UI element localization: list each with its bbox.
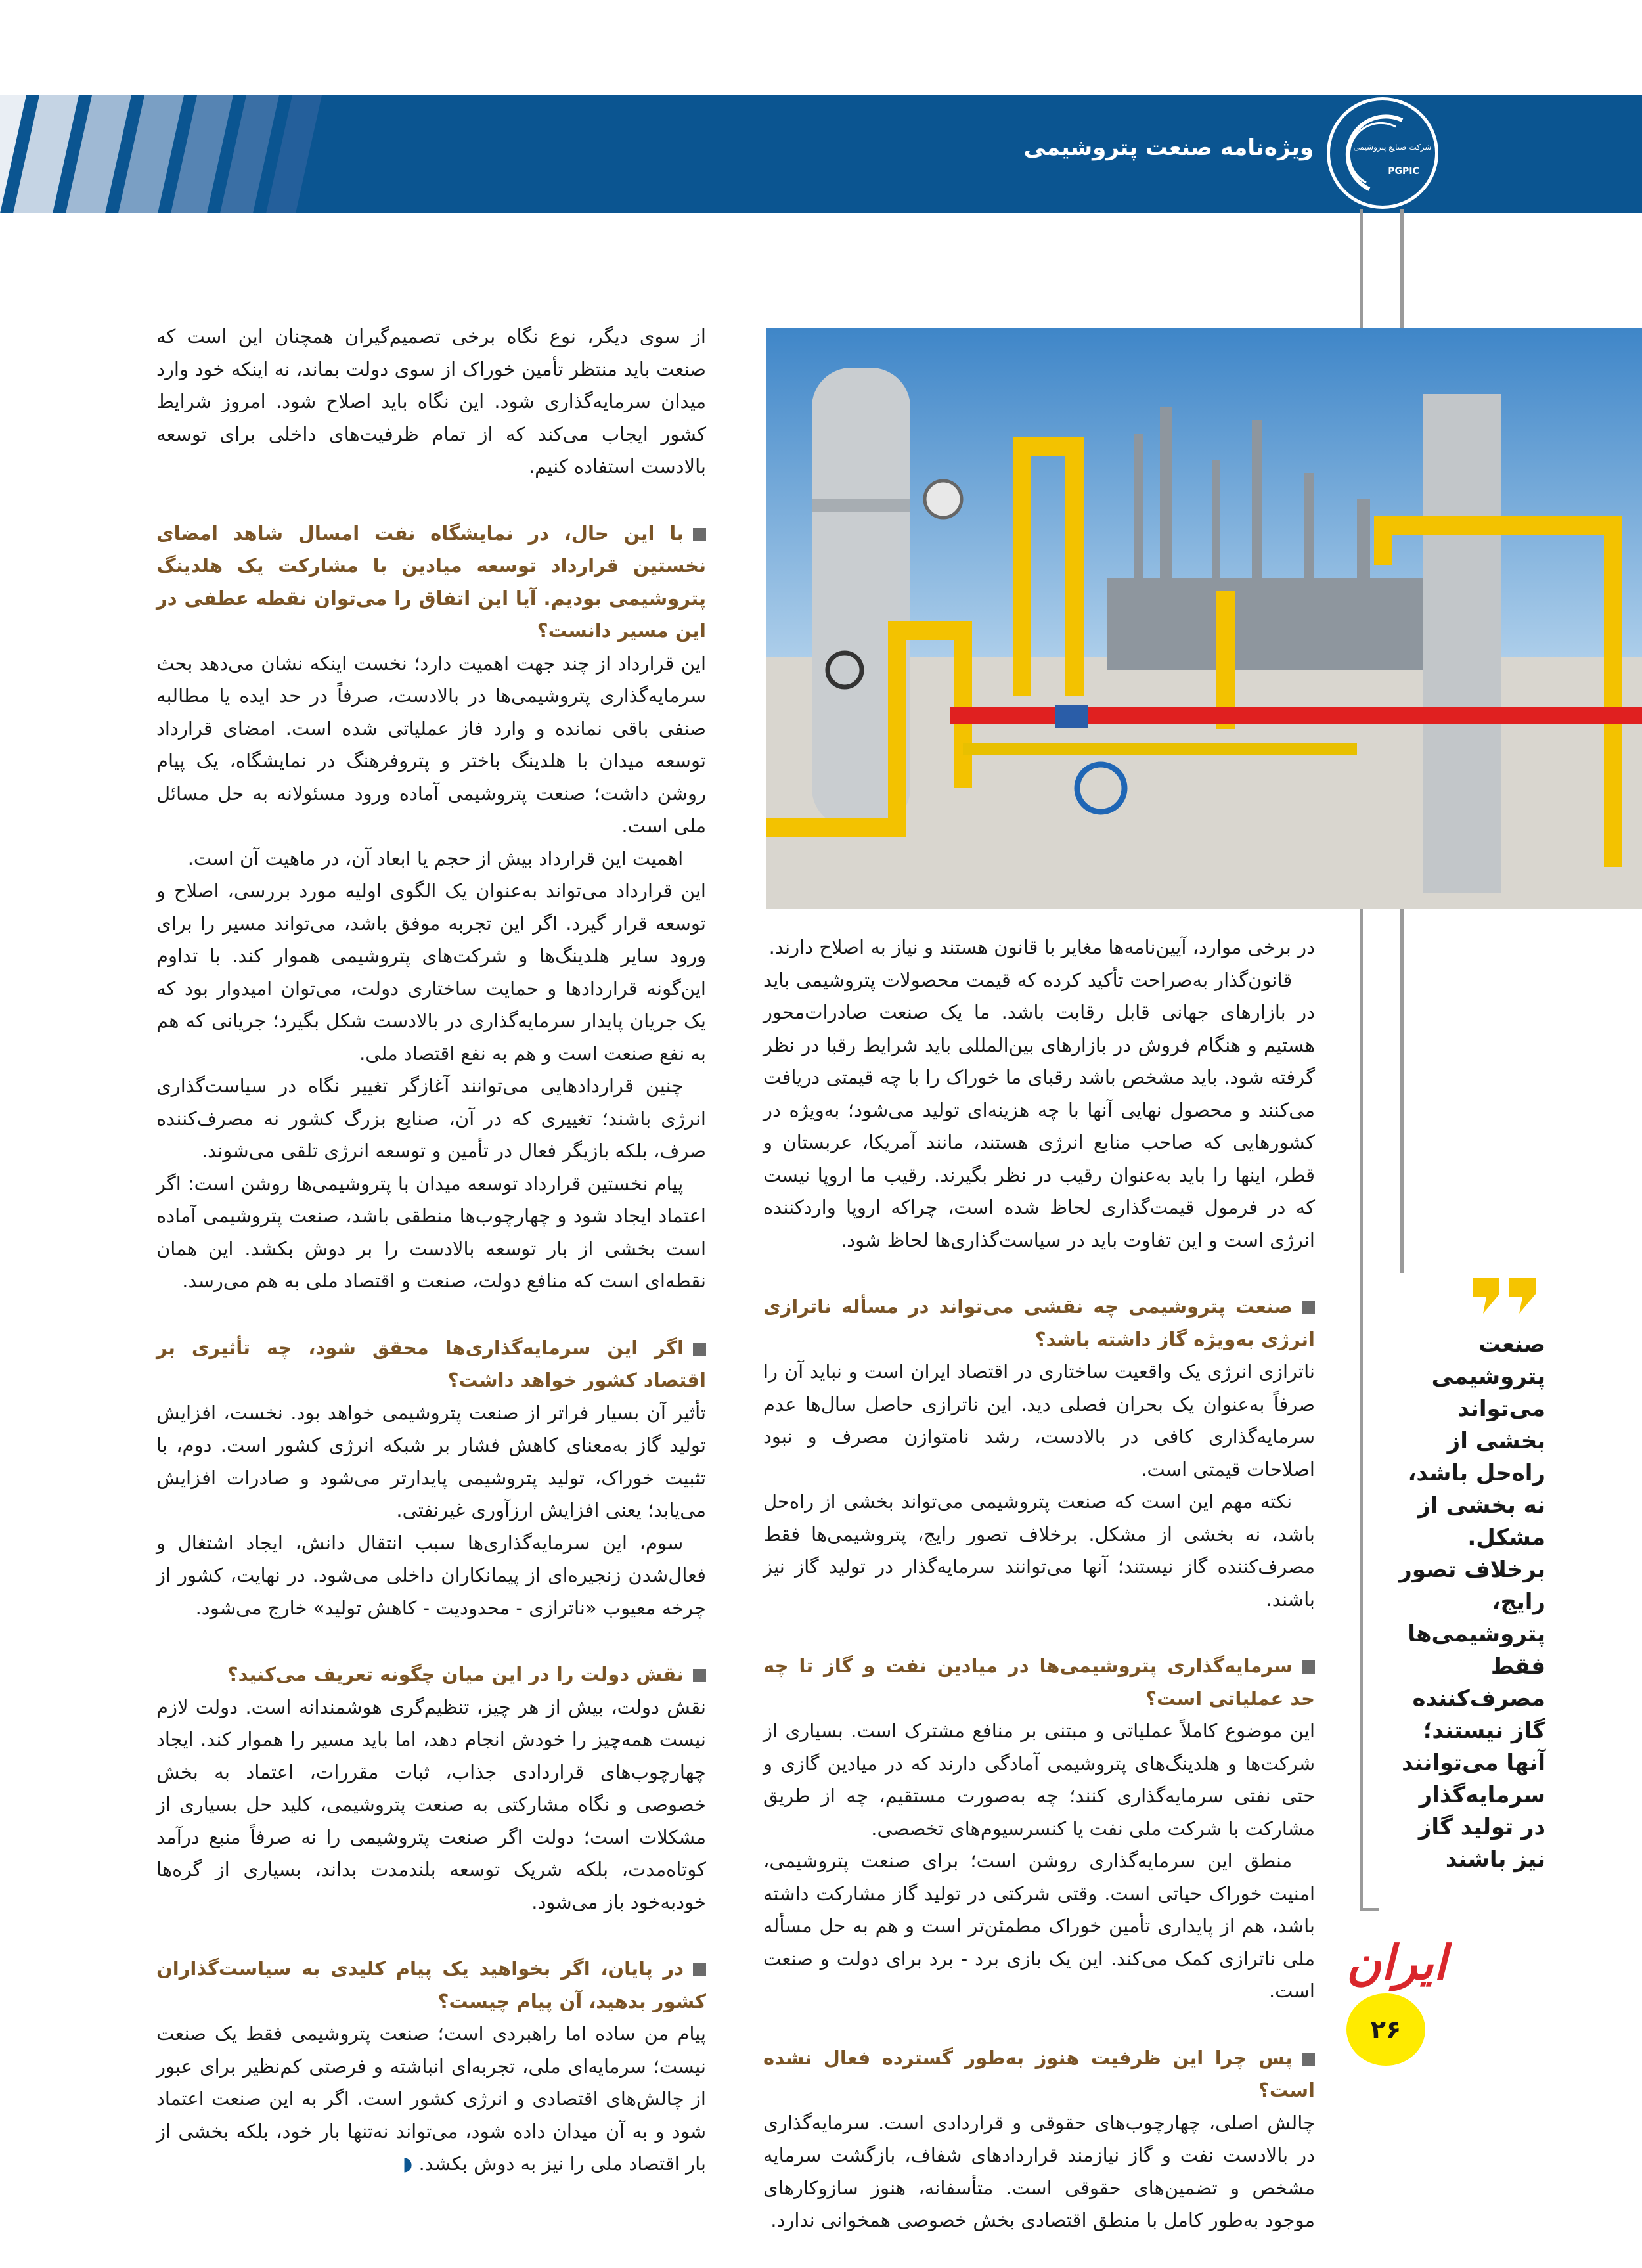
paragraph-text: نکته مهم این است که صنعت پتروشیمی می‌تواند بخشی از راه‌حل باشد، نه بخشی از مشکل. برخلاف تصور رایج، پتروشیمی‌ها فقط مصرف‌کننده گاز نیستند؛ آنها می‌توانند سرمایه‌گذار در تولید گاز نیز باشند. (763, 1490, 1315, 1611)
interview-question (156, 518, 706, 648)
paragraph-text: نقش دولت را در این میان چگونه تعریف می‌کنید؟ (227, 1663, 684, 1685)
paragraph-text: نقش دولت، بیش از هر چیز، تنظیم‌گری هوشمندانه است. دولت لازم نیست همه‌چیز را خودش انجام دهد، اما باید مسیر را هموار کند. ایجاد چهارچوب‌های قراردادی جذاب، ثبات مقررات، اعتماد به بخش خصوصی و نگاه مشارکتی به صنعت پتروشیمی، کلید حل بسیاری از مشکلات است؛ دولت اگر صنعت پتروشیمی را نه صرفاً منبع درآمد کوتاه‌مدت، بلکه شریک توسعه بلندمدت بداند، بسیاری از گره‌ها خودبه‌خود باز می‌شود. (156, 1695, 706, 1913)
paragraph-text: چالش اصلی، چهارچوب‌های حقوقی و قراردادی است. سرمایه‌گذاری در بالادست نفت و گاز نیازمند قراردادهای شفاف، بازگشت سرمایه مشخص و تضمین‌های حقوقی است. متأسفانه، هنوز سازوکارهای موجود به‌طور کامل با منطق اقتصادی بخش خصوصی همخوانی ندارد. (763, 2111, 1315, 2231)
paragraph (156, 1691, 706, 1919)
paragraph (156, 321, 706, 483)
paragraph-text: تأثیر آن بسیار فراتر از صنعت پتروشیمی خواهد بود. نخست، افزایش تولید گاز به‌معنای کاهش فشار بر شبکه انرژی کشور است. دوم، با تثبیت خوراک، تولید پتروشیمی پایدارتر می‌شود و صادرات افزایش می‌یابد؛ یعنی افزایش ارزآوری غیرنفتی. (156, 1401, 706, 1521)
paragraph-text: از سوی دیگر، نوع نگاه برخی تصمیم‌گیران همچنان این است که صنعت باید منتظر تأمین خوراک از سوی دولت بماند، نه اینکه خود وارد میدان سرمایه‌گذاری شود. این نگاه باید اصلاح شود. امروز شرایط کشور ایجاب می‌کند که از تمام ظرفیت‌های داخلی برای توسعه بالادست استفاده کنیم. (156, 325, 706, 478)
paragraph-text: پس چرا این ظرفیت هنوز به‌طور گسترده فعال نشده است؟ (763, 2046, 1315, 2101)
publication-logo: ایران (1346, 1934, 1447, 1990)
paragraph (763, 1356, 1315, 1486)
logo-abbr: PGPIC (1388, 166, 1419, 177)
bullet-square-icon (1302, 1660, 1315, 1674)
bullet-square-icon (693, 1669, 706, 1682)
paragraph (156, 2018, 706, 2181)
paragraph-text: پیام نخستین قرارداد توسعه میدان با پتروشیمی‌ها روشن است: اگر اعتماد ایجاد شود و چهارچوب‌ها منطقی باشد، صنعت پتروشیمی آماده است بخشی از بار توسعه بالادست را بر دوش بکشد. این همان نقطه‌ای است که منافع دولت، صنعت و اقتصاد ملی به هم می‌رسد. (156, 1172, 706, 1292)
paragraph-text: اگر این سرمایه‌گذاری‌ها محقق شود، چه تأثیری بر اقتصاد کشور خواهد داشت؟ (156, 1336, 706, 1391)
paragraph-text: در پایان، اگر بخواهید یک پیام کلیدی به سیاست‌گذاران کشور بدهید، آن پیام چیست؟ (156, 1957, 706, 2012)
paragraph (156, 1070, 706, 1168)
paragraph-text: با این حال، در نمایشگاه نفت امسال شاهد امضای نخستین قرارداد توسعه میادین با مشارکت یک هلدینگ پتروشیمی بودیم. آیا این اتفاق را می‌توان نقطه عطفی در این مسیر دانست؟ (156, 522, 706, 642)
bullet-square-icon (1302, 1301, 1315, 1314)
paragraph (763, 964, 1315, 1257)
paragraph (156, 1397, 706, 1527)
paragraph (763, 931, 1315, 964)
header-stripes (0, 95, 342, 213)
paragraph-text: در برخی موارد، آیین‌نامه‌ها مغایر با قانون هستند و نیاز به اصلاح دارند. (768, 936, 1315, 958)
paragraph (156, 1527, 706, 1625)
left-column (156, 321, 706, 2181)
paragraph (156, 1168, 706, 1298)
paragraph-text: سرمایه‌گذاری پتروشیمی‌ها در میادین نفت و گاز تا چه حد عملیاتی است؟ (763, 1655, 1315, 1710)
interview-question (763, 1291, 1315, 1356)
paragraph-text: این موضوع کاملاً عملیاتی و مبتنی بر منافع مشترک است. بسیاری از شرکت‌ها و هلدینگ‌های پتروشیمی آمادگی دارند که در میادین گازی و حتی نفتی سرمایه‌گذاری کنند؛ چه به‌صورت مستقیم، چه از طریق مشارکت با شرکت ملی نفت یا کنسرسیوم‌های تخصصی. (763, 1720, 1315, 1840)
paragraph-text: منطق این سرمایه‌گذاری روشن است؛ برای صنعت پتروشیمی، امنیت خوراک حیاتی است. وقتی شرکتی در تولید گاز مشارکت داشته باشد، هم از پایداری تأمین خوراک مطمئن‌تر است و هم به حل مسأله ملی ناترازی کمک می‌کند. این یک بازی برد - برد برای دولت و صنعت است. (763, 1850, 1315, 2002)
paragraph (156, 648, 706, 843)
paragraph-text: سوم، این سرمایه‌گذاری‌ها سبب انتقال دانش، ایجاد اشتغال و فعال‌شدن زنجیره‌ای از پیمانکاران داخلی می‌شود. در نهایت، کشور از چرخه معیوب «ناترازی - محدودیت - کاهش تولید» خارج می‌شود. (156, 1531, 706, 1619)
interview-question (156, 1658, 706, 1691)
page-number: ۲۶ (1346, 1993, 1425, 2066)
end-mark-icon: ◗ (402, 2152, 413, 2175)
section-title: ویژه‌نامه صنعت پتروشیمی (1023, 135, 1314, 161)
paragraph-text: این قرارداد می‌تواند به‌عنوان یک الگوی اولیه مورد بررسی، اصلاح و توسعه قرار گیرد. اگر این تجربه موفق باشد، می‌تواند مسیر را برای ورود سایر هلدینگ‌ها و شرکت‌های پتروشیمی هموار کند. با تداوم این‌گونه قراردادها و حمایت ساختاری دولت، می‌توان امیدوار بود که یک جریان پایدار سرمایه‌گذاری در بالادست شکل بگیرد؛ جریانی که هم به نفع صنعت است و هم به نفع اقتصاد ملی. (156, 879, 706, 1065)
paragraph-text: اهمیت این قرارداد بیش از حجم یا ابعاد آن، در ماهیت آن است. (187, 847, 684, 870)
paragraph (156, 875, 706, 1070)
paragraph (763, 1845, 1315, 2008)
paragraph (156, 843, 706, 876)
paragraph-text: این قرارداد از چند جهت اهمیت دارد؛ نخست اینکه نشان می‌دهد بحث سرمایه‌گذاری پتروشیمی‌ها در بالادست، صرفاً در حد ایده یا مطالبه صنفی باقی نمانده و وارد فاز عملیاتی شده است. امضای قرارداد توسعه میدان با هلدینگ باختر و پتروفرهنگ در نمایشگاه، یک پیام روشن داشت؛ صنعت پتروشیمی آماده ورود مسئولانه به حل مسائل ملی است. (156, 652, 706, 837)
interview-question (156, 1953, 706, 2018)
logo-name: شرکت صنایع پتروشیمی (1353, 143, 1432, 152)
logo-arc-icon (1330, 100, 1435, 206)
bullet-square-icon (693, 1963, 706, 1976)
pull-quote-text: صنعت پتروشیمی می‌تواند بخشی از راه‌حل باشد، نه بخشی از مشکل. برخلاف تصور رایج، پتروشیمی‌ها فقط مصرف‌کننده گاز نیستند؛ آنها می‌توانند سرمایه‌گذار در تولید گاز نیز باشند (1399, 1331, 1545, 1873)
quote-mark-icon (1473, 1278, 1539, 1317)
pull-quote (1394, 1278, 1545, 1876)
paragraph-text: پیام من ساده اما راهبردی است؛ صنعت پتروشیمی فقط یک صنعت نیست؛ سرمایه‌ای ملی، تجربه‌ای انباشته و فرصتی کم‌نظیر برای عبور از چالش‌های اقتصادی و انرژی کشور است. اگر به این صنعت اعتماد شود و به آن میدان داده شود، می‌تواند نه‌تنها بار خود، بلکه بخشی از بار اقتصاد ملی را نیز به دوش بکشد. (156, 2022, 706, 2175)
paragraph-text: قانون‌گذار به‌صراحت تأکید کرده که قیمت محصولات پتروشیمی باید در بازارهای جهانی قابل رقابت باشد. ما یک صنعت صادرات‌محور هستیم و هنگام فروش در بازارهای بین‌المللی باید شرایط رقبا در نظر گرفته شود. باید مشخص باشد رقبای ما خوراک را با چه قیمتی دریافت می‌کنند و محصول نهایی آنها با چه هزینه‌ای تولید می‌شود؛ به‌ویژه در کشورهایی که صاحب منابع انرژی هستند، مانند آمریکا، عربستان و قطر، اینها را باید به‌عنوان رقیب در نظر بگیرند. رقیب ما اروپا نیست که در فرمول قیمت‌گذاری لحاظ شده است، چراکه اروپا واردکننده انرژی است و این تفاوت باید در سیاست‌گذاری‌ها لحاظ شود. (763, 968, 1315, 1251)
paragraph (763, 1486, 1315, 1616)
bullet-square-icon (1302, 2053, 1315, 2066)
interview-question (156, 1332, 706, 1397)
right-column (763, 931, 1315, 2237)
company-logo (1327, 97, 1438, 209)
interview-question (763, 2042, 1315, 2107)
paragraph (763, 1715, 1315, 1845)
divider-line (1360, 1908, 1379, 1911)
bullet-square-icon (693, 1343, 706, 1356)
paragraph-text: صنعت پتروشیمی چه نقشی می‌تواند در مسأله ناترازی انرژی به‌ویژه گاز داشته باشد؟ (763, 1295, 1315, 1350)
paragraph-text: ناترازی انرژی یک واقعیت ساختاری در اقتصاد ایران است و نباید آن را صرفاً به‌عنوان یک بحران فصلی دید. این ناترازی حاصل سال‌ها عدم سرمایه‌گذاری کافی در بالادست، رشد نامتوازن مصرف و نبود اصلاحات قیمتی است. (763, 1360, 1315, 1480)
paragraph-text: چنین قراردادهایی می‌توانند آغازگر تغییر نگاه در سیاست‌گذاری انرژی باشند؛ تغییری که در آن، صنایع بزرگ کشور نه مصرف‌کننده صرف، بلکه بازیگر فعال در تأمین و توسعه انرژی تلقی می‌شوند. (156, 1075, 706, 1162)
interview-question (763, 1650, 1315, 1715)
refinery-photo (766, 328, 1642, 909)
bullet-square-icon (693, 528, 706, 541)
paragraph (763, 2107, 1315, 2237)
